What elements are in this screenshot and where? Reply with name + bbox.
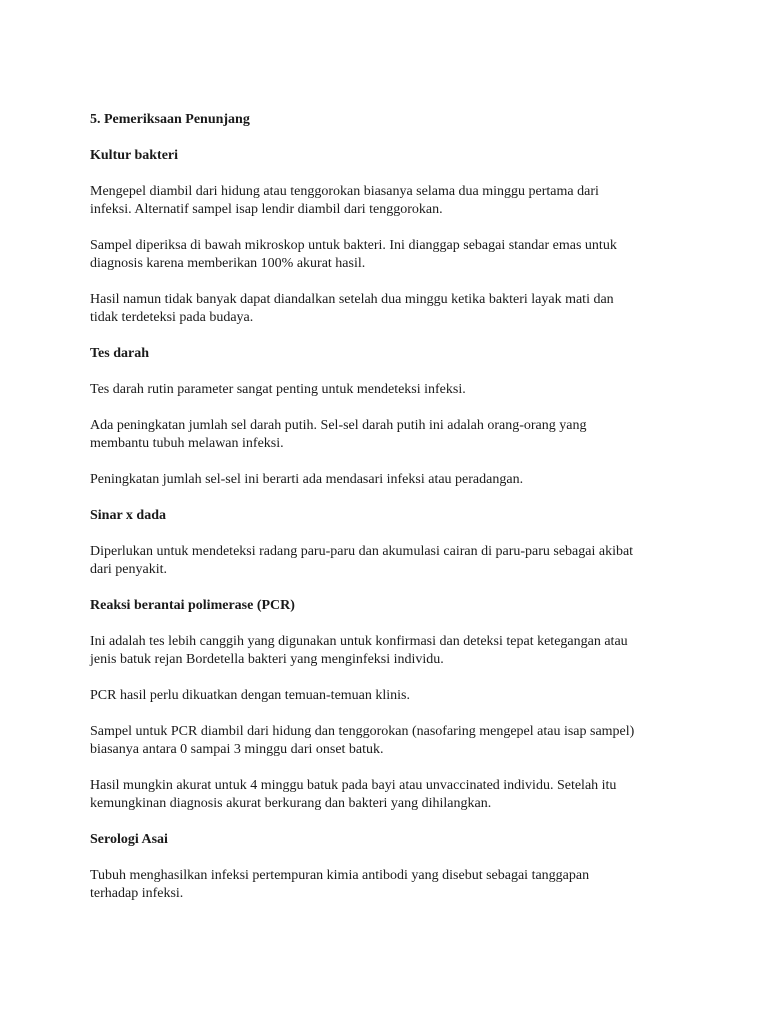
text-line: Ini adalah tes lebih canggih yang digunakan untuk konfirmasi dan deteksi tepat ketegangan atau	[90, 634, 628, 649]
subsection-heading	[90, 507, 690, 525]
paragraph	[90, 723, 690, 759]
text-line: Reaksi berantai polimerase (PCR)	[90, 598, 295, 613]
paragraph	[90, 381, 690, 399]
text-line: Tes darah rutin parameter sangat penting untuk mendeteksi infeksi.	[90, 382, 466, 397]
subsection-heading	[90, 831, 690, 849]
text-line: Tubuh menghasilkan infeksi pertempuran kimia antibodi yang disebut sebagai tanggapan	[90, 868, 590, 883]
paragraph	[90, 867, 690, 903]
text-line: infeksi. Alternatif sampel isap lendir diambil dari tenggorokan.	[90, 202, 443, 217]
text-line: Hasil namun tidak banyak dapat diandalkan setelah dua minggu ketika bakteri layak mati dan	[90, 292, 614, 307]
document-body	[90, 147, 690, 903]
text-line: Kultur bakteri	[90, 148, 179, 163]
text-line: Hasil mungkin akurat untuk 4 minggu batuk pada bayi atau unvaccinated individu. Setelah itu	[90, 778, 617, 793]
subsection-heading	[90, 345, 690, 363]
text-line: Diperlukan untuk mendeteksi radang paru-paru dan akumulasi cairan di paru-paru sebagai akibat	[90, 544, 634, 559]
text-line: Peningkatan jumlah sel-sel ini berarti ada mendasari infeksi atau peradangan.	[90, 472, 524, 487]
paragraph	[90, 471, 690, 489]
paragraph	[90, 237, 690, 273]
subsection-heading	[90, 597, 690, 615]
text-line: Sampel untuk PCR diambil dari hidung dan tenggorokan (nasofaring mengepel atau isap sampel)	[90, 724, 635, 739]
paragraph	[90, 417, 690, 453]
text-line: Sampel diperiksa di bawah mikroskop untuk bakteri. Ini dianggap sebagai standar emas untuk	[90, 238, 617, 253]
text-line: biasanya antara 0 sampai 3 minggu dari onset batuk.	[90, 742, 384, 757]
text-line: dari penyakit.	[90, 562, 167, 577]
paragraph	[90, 291, 690, 327]
text-line: membantu tubuh melawan infeksi.	[90, 436, 284, 451]
paragraph	[90, 687, 690, 705]
text-line: kemungkinan diagnosis akurat berkurang dan bakteri yang dihilangkan.	[90, 796, 492, 811]
paragraph	[90, 633, 690, 669]
paragraph	[90, 183, 690, 219]
text-line: jenis batuk rejan Bordetella bakteri yang menginfeksi individu.	[90, 652, 444, 667]
paragraph	[90, 777, 690, 813]
text-line: Ada peningkatan jumlah sel darah putih. Sel-sel darah putih ini adalah orang-orang yang	[90, 418, 587, 433]
text-line: tidak terdeteksi pada budaya.	[90, 310, 254, 325]
subsection-heading	[90, 147, 690, 165]
document-page	[90, 111, 690, 921]
paragraph	[90, 543, 690, 579]
section-title: 5. Pemeriksaan Penunjang	[90, 112, 250, 127]
text-line: Sinar x dada	[90, 508, 166, 523]
text-line: PCR hasil perlu dikuatkan dengan temuan-temuan klinis.	[90, 688, 410, 703]
text-line: terhadap infeksi.	[90, 886, 184, 901]
text-line: Tes darah	[90, 346, 150, 361]
text-line: Serologi Asai	[90, 832, 168, 847]
text-line: Mengepel diambil dari hidung atau tenggorokan biasanya selama dua minggu pertama dari	[90, 184, 599, 199]
text-line: diagnosis karena memberikan 100% akurat hasil.	[90, 256, 366, 271]
